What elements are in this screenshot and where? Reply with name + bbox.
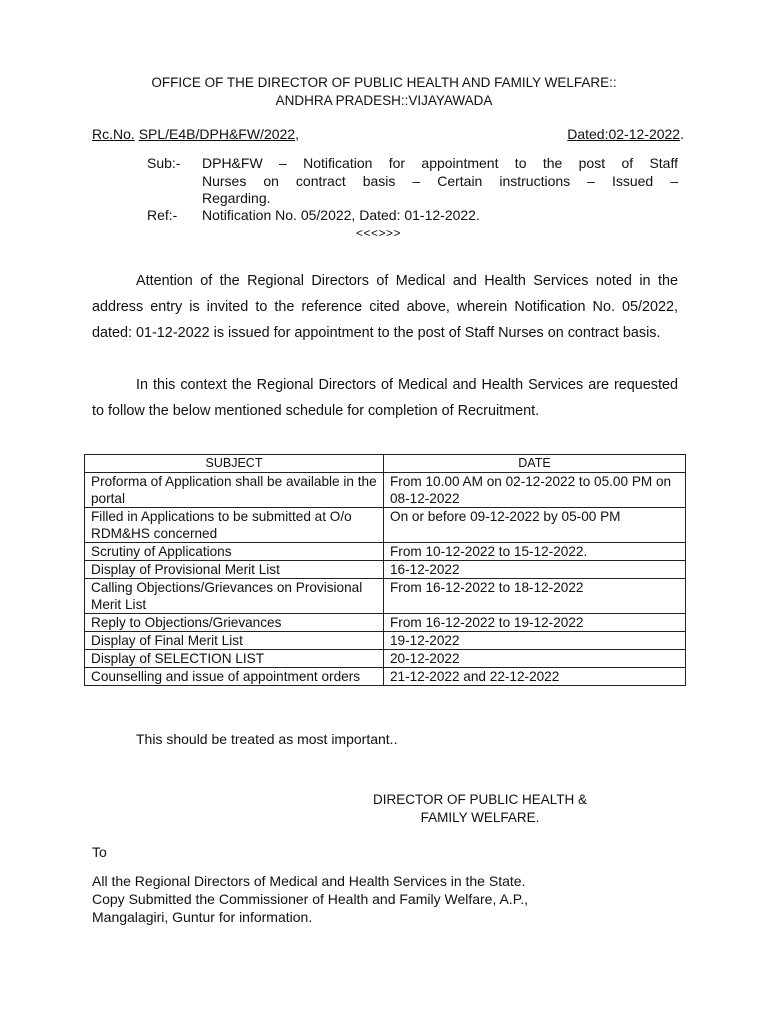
ref-label: Ref:- [147, 207, 178, 223]
signature-line2: FAMILY WELFARE. [420, 810, 540, 825]
paragraph-1 [92, 268, 678, 346]
header-subject: SUBJECT [85, 455, 384, 473]
subject-line2: Nurses on contract basis – Certain instructions – Issued – [202, 173, 678, 189]
row-subject: Proforma of Application shall be available in the portal [85, 473, 384, 508]
rc-label: Rc.No. [92, 126, 135, 142]
table-row [85, 632, 686, 650]
row-subject: Counselling and issue of appointment orders [85, 668, 384, 686]
table-row [85, 508, 686, 543]
row-subject: Reply to Objections/Grievances [85, 614, 384, 632]
address-line3: Mangalagiri, Guntur for information. [92, 909, 313, 925]
subject-line3: Regarding. [202, 190, 271, 206]
row-subject: Display of Provisional Merit List [85, 561, 384, 579]
dated-value: 02-12-2022 [608, 126, 681, 142]
row-subject: Display of SELECTION LIST [85, 650, 384, 668]
row-date: On or before 09-12-2022 by 05-00 PM [384, 508, 686, 543]
dated-label: Dated: [567, 126, 609, 142]
table-row [85, 614, 686, 632]
row-date: From 16-12-2022 to 19-12-2022 [384, 614, 686, 632]
table-row [85, 543, 686, 561]
row-date: From 10-12-2022 to 15-12-2022. [384, 543, 686, 561]
row-subject: Filled in Applications to be submitted at O/o RDM&HS concerned [85, 508, 384, 543]
signature-block [360, 791, 600, 827]
paragraph-1-text: Attention of the Regional Directors of Medical and Health Services noted in the address entry is invited to the reference cited above, wherein Notification No. 05/2022, dated: 01-12-2022 is issued for appointment to the post of Staff Nurses on contract basis. [92, 273, 678, 341]
row-subject: Display of Final Merit List [85, 632, 384, 650]
paragraph-2-text: In this context the Regional Directors of Medical and Health Services are requested to follow the below mentioned schedule for completion of Recruitment. [92, 377, 678, 419]
office-title-line2: ANDHRA PRADESH::VIJAYAWADA [275, 93, 493, 108]
subject-line1: DPH&FW – Notification for appointment to the post of Staff [202, 155, 678, 171]
separator: <<<>>> [356, 226, 402, 240]
office-title-line1: OFFICE OF THE DIRECTOR OF PUBLIC HEALTH AND FAMILY WELFARE:: [151, 75, 617, 90]
row-subject: Scrutiny of Applications [85, 543, 384, 561]
row-date: 19-12-2022 [384, 632, 686, 650]
address-line2: Copy Submitted the Commissioner of Health and Family Welfare, A.P., [92, 891, 529, 907]
header-date: DATE [384, 455, 686, 473]
dated: Dated:02-12-2022. [567, 126, 684, 142]
paragraph-2 [92, 372, 678, 424]
ref-text: Notification No. 05/2022, Dated: 01-12-2022. [202, 207, 480, 223]
row-date: 16-12-2022 [384, 561, 686, 579]
schedule-table [84, 454, 686, 686]
table-row [85, 579, 686, 614]
row-date: 20-12-2022 [384, 650, 686, 668]
table-row [85, 668, 686, 686]
row-date: From 10.00 AM on 02-12-2022 to 05.00 PM on 08-12-2022 [384, 473, 686, 508]
signature-line1: DIRECTOR OF PUBLIC HEALTH & [372, 792, 588, 807]
to-label: To [92, 844, 107, 860]
table-row [85, 650, 686, 668]
rc-value: SPL/E4B/DPH&FW/2022 [138, 126, 296, 142]
table-row [85, 561, 686, 579]
row-subject: Calling Objections/Grievances on Provisional Merit List [85, 579, 384, 614]
rc-number: Rc.No. SPL/E4B/DPH&FW/2022, [92, 126, 299, 142]
row-date: 21-12-2022 and 22-12-2022 [384, 668, 686, 686]
row-date: From 16-12-2022 to 18-12-2022 [384, 579, 686, 614]
address-line1: All the Regional Directors of Medical and Health Services in the State. [92, 873, 526, 889]
subject-label: Sub:- [147, 155, 181, 171]
table-row [85, 473, 686, 508]
table-header-row [85, 455, 686, 473]
closing-remark: This should be treated as most important.. [136, 731, 398, 747]
address-block [92, 872, 692, 926]
